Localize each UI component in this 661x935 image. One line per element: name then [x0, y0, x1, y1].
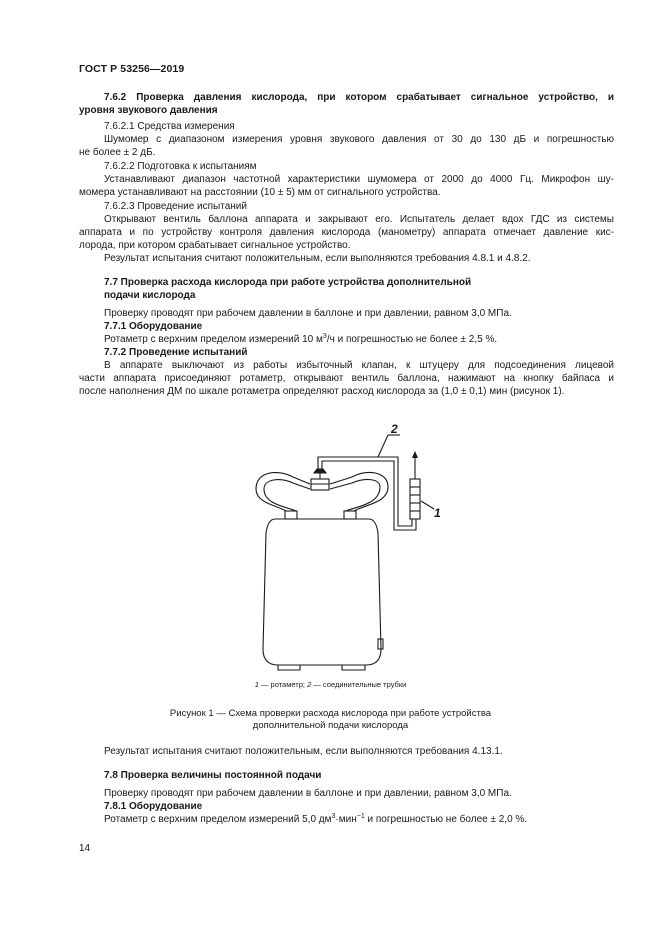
- paragraph-line: после наполнения ДМ по шкале ротаметра определяют расход кислорода за (1,0 ± 0,1) мин (рисунок 1).: [79, 386, 565, 397]
- callout-label-2: 2: [391, 422, 398, 436]
- text-span: ·мин: [335, 814, 357, 825]
- text-line: Шумомер с диапазоном измерения уровня звукового давления от 30 до 130 дБ и погрешностью: [104, 134, 614, 145]
- text-line: Устанавливают диапазон частотной характеристики шумомера от 2000 до 4000 Гц. Микрофон шу-: [104, 174, 614, 185]
- connecting-tube-top-inner: [322, 461, 416, 530]
- paragraph-line: [79, 226, 614, 239]
- paragraph-line: Проверку проводят при рабочем давлении в баллоне и при давлении, равном 3,0 МПа.: [104, 308, 512, 319]
- callout-label-1: 1: [434, 506, 441, 520]
- neck-left: [285, 511, 297, 519]
- superscript: 3: [331, 813, 336, 820]
- section-heading-7-7: 7.7 Проверка расхода кислорода при работе устройства дополнительной: [104, 277, 472, 288]
- paragraph-line: [104, 359, 614, 372]
- callout-leader-2: [378, 435, 388, 457]
- paragraph-line: [104, 213, 614, 226]
- legend-text: — ротаметр;: [258, 680, 308, 689]
- legend-number: 2: [307, 680, 312, 689]
- text-span: Ротаметр с верхним пределом измерений 5,0 дм: [104, 814, 332, 825]
- superscript: 3: [322, 333, 327, 340]
- figure-caption-line: дополнительной подачи кислорода: [252, 720, 409, 731]
- paragraph-line: [104, 813, 527, 826]
- subsection-heading: 7.6.2.1 Средства измерения: [104, 121, 235, 132]
- figure-legend: [0, 680, 661, 689]
- text-line: аппарата и по устройству контроля давления кислорода (манометру) аппарата отмечает давление кис-: [79, 227, 614, 238]
- figure-caption-line: Рисунок 1 — Схема проверки расхода кислорода при работе устройства: [169, 708, 492, 719]
- paragraph-line: лорода, при котором срабатывает сигнальное устройство.: [79, 240, 351, 251]
- heading-line: подачи кислорода: [104, 290, 196, 301]
- superscript: −1: [356, 813, 365, 820]
- subsection-heading: 7.6.2.3 Проведение испытаний: [104, 201, 247, 212]
- tube-loop-right-inner: [330, 480, 380, 511]
- text-span: /ч и погрешностью не более ± 2,5 %.: [326, 334, 498, 345]
- neck-right: [344, 511, 356, 519]
- subsection-heading-7-7-1: 7.7.1 Оборудование: [104, 321, 203, 332]
- callout-leader-1: [421, 501, 434, 509]
- legend-text: — соединительные трубки: [311, 680, 407, 689]
- connecting-tube-top: [318, 457, 412, 526]
- paragraph-line: момера устанавливают на расстоянии (10 ± 5) мм от сигнального устройства.: [79, 187, 441, 198]
- paragraph-line: Проверку проводят при рабочем давлении в баллоне и при давлении, равном 3,0 МПа.: [104, 788, 512, 799]
- heading-line: уровня звукового давления: [79, 105, 218, 116]
- text-line: части аппарата присоединяют ротаметр, открывают вентиль баллона, нажимают на кнопку байпаса и: [79, 373, 614, 384]
- outlet-arrow-head: [412, 451, 418, 458]
- section-heading-7-6-2: [104, 91, 614, 104]
- figure-1-diagram: [238, 421, 448, 671]
- base-foot-right: [342, 665, 365, 670]
- text-line: Открывают вентиль баллона аппарата и закрывают его. Испытатель делает вдох ГДС из системы: [104, 214, 614, 225]
- heading-line: 7.6.2 Проверка давления кислорода, при котором срабатывает сигнальное устройство, и: [104, 92, 614, 103]
- text-span: и погрешностью не более ± 2,0 %.: [364, 814, 528, 825]
- valve-handle: [314, 469, 326, 473]
- text-line: В аппарате выключают из работы избыточный клапан, к штуцеру для подсоединения лицевой: [104, 360, 614, 371]
- page-number: 14: [79, 843, 91, 854]
- rotameter-body: [410, 479, 420, 519]
- paragraph-line: Результат испытания считают положительным, если выполняются требования 4.13.1.: [104, 746, 503, 757]
- paragraph-line: [104, 333, 497, 346]
- document-header: ГОСТ Р 53256—2019: [79, 63, 185, 75]
- tube-loop-left-inner: [264, 480, 310, 511]
- subsection-heading: 7.6.2.2 Подготовка к испытаниям: [104, 161, 257, 172]
- text-span: Ротаметр с верхним пределом измерений 10 м: [104, 334, 323, 345]
- apparatus-body: [263, 519, 381, 665]
- legend-number: 1: [254, 680, 259, 689]
- base-foot-left: [278, 665, 300, 670]
- paragraph-line: Результат испытания считают положительным, если выполняются требования 4.8.1 и 4.8.2.: [104, 253, 531, 264]
- subsection-heading-7-7-2: 7.7.2 Проведение испытаний: [104, 347, 248, 358]
- paragraph-line: [79, 372, 614, 385]
- subsection-heading-7-8-1: 7.8.1 Оборудование: [104, 801, 203, 812]
- paragraph-line: не более ± 2 дБ.: [79, 147, 156, 158]
- paragraph-line: [104, 133, 614, 146]
- section-heading-7-8: 7.8 Проверка величины постоянной подачи: [104, 770, 322, 781]
- paragraph-line: [104, 173, 614, 186]
